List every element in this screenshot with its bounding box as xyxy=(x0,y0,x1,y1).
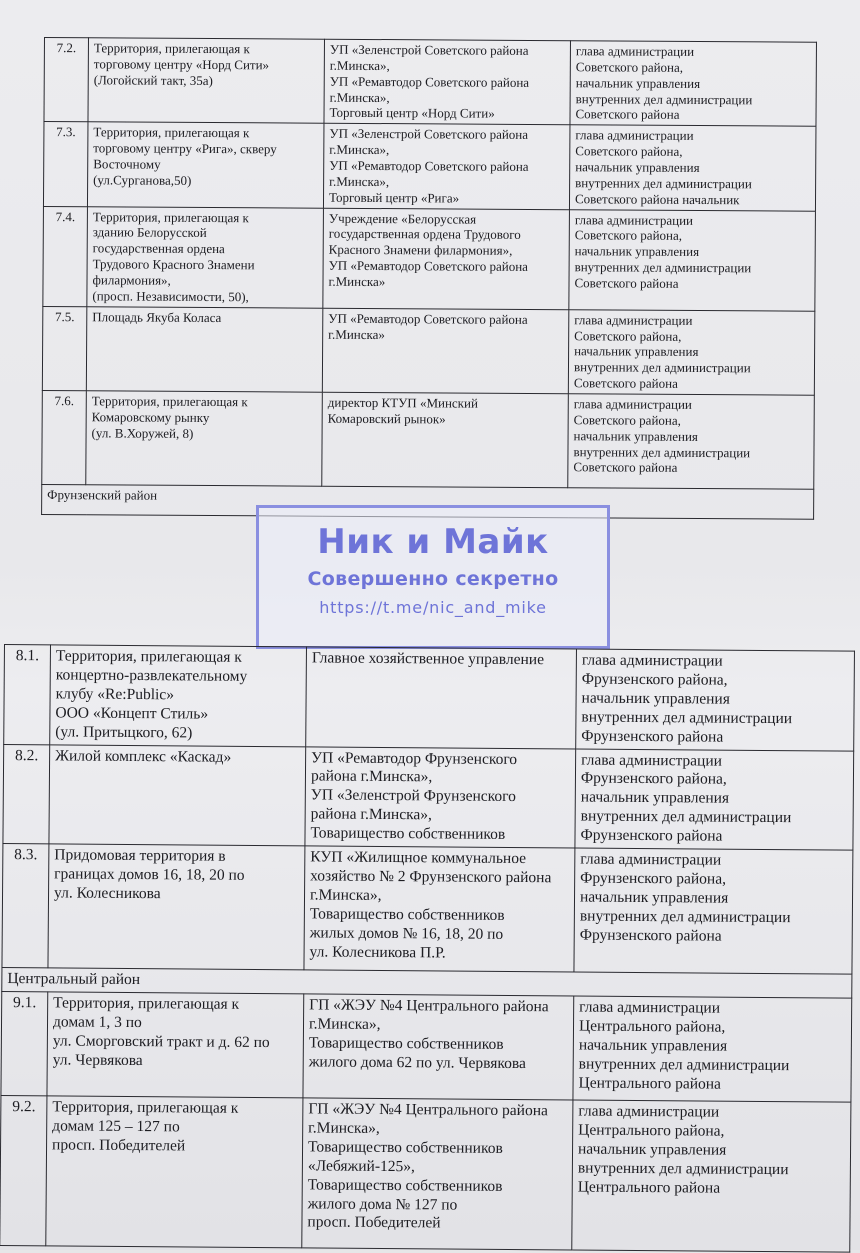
control-cell-line: глава администрации xyxy=(574,211,694,228)
territory-cell-line: клубу «Re:Public» xyxy=(55,685,175,704)
territory-cell xyxy=(48,844,305,970)
control-cell-line: глава администрации xyxy=(575,127,694,144)
territory-cell-line: ул. Червякова xyxy=(52,1051,143,1069)
control-cell-line: Советского района, xyxy=(575,59,684,75)
row-number xyxy=(44,38,89,123)
territory-cell-line: ул. Колесникова xyxy=(53,884,161,903)
control-cell-line: Советского района, xyxy=(575,143,683,160)
row-number-line: 8.3. xyxy=(14,846,38,864)
responsible-cell-line: г.Минска», xyxy=(308,1119,380,1137)
responsible-cell-line: УП «Ремавтодор Советского района xyxy=(328,257,529,275)
control-cell-line: глава администрации xyxy=(574,311,693,328)
territory-cell-line: ООО «Концепт Стиль» xyxy=(55,704,209,723)
territory-cell-line: Площадь Якуба Коласа xyxy=(92,309,222,325)
responsible-cell-line: Товарищество собственников xyxy=(307,1138,503,1157)
control-cell-line: начальник управления xyxy=(581,689,730,708)
territory-cell xyxy=(88,38,325,124)
control-cell-line: внутренних дел администрации xyxy=(581,708,793,727)
territory-cell-line: концертно-развлекательному xyxy=(55,666,248,685)
responsible-cell-line: директор КТУП «Минский xyxy=(327,394,479,411)
table-row xyxy=(44,38,817,127)
row-number-line: 7.6. xyxy=(54,393,75,409)
row-number xyxy=(0,1095,47,1245)
responsible-cell-line: Товарищество собственников xyxy=(310,824,506,844)
territory-cell xyxy=(87,206,324,308)
responsible-cell-line: ГП «ЖЭУ №4 Центрального района xyxy=(309,996,549,1016)
control-cell-line: Фрунзенского района xyxy=(581,727,724,746)
responsible-cell-line: УП «Ремавтодор Советского района xyxy=(328,310,528,327)
control-cell xyxy=(575,749,854,851)
territory-cell-line: просп. Победителей xyxy=(52,1136,186,1155)
control-cell-line: Советского района xyxy=(574,275,679,291)
responsible-cell-line: г.Минска» xyxy=(328,326,385,342)
control-cell-line: Советского района начальник xyxy=(574,190,740,207)
control-cell-line: внутренних дел администрации xyxy=(574,259,752,276)
control-cell xyxy=(572,1100,851,1252)
table-soviet-district xyxy=(41,37,817,520)
control-cell-line: начальник управления xyxy=(574,343,699,360)
responsible-cell xyxy=(324,39,571,125)
control-cell-line: начальник управления xyxy=(573,428,698,444)
responsible-cell-line: УП «Зеленстрой Фрунзенского xyxy=(310,786,516,806)
responsible-cell xyxy=(306,647,577,749)
responsible-cell-line: ул. Колесникова П.Р. xyxy=(309,943,446,962)
responsible-cell-line: государственная ордена Трудового xyxy=(328,226,521,243)
control-cell-line: глава администрации xyxy=(581,751,723,770)
responsible-cell-line: г.Минска», xyxy=(309,886,382,904)
control-cell-line: Центрального района, xyxy=(578,1017,726,1036)
control-cell-line: внутренних дел администрации xyxy=(573,359,751,376)
territory-cell-line: Придомовая территория в xyxy=(54,846,226,865)
watermark-stamp xyxy=(256,505,610,649)
responsible-cell xyxy=(304,846,575,972)
watermark-title: Ник и Майк xyxy=(317,522,549,562)
territory-cell-line: Территория, прилегающая к xyxy=(52,1098,239,1117)
territory-cell-line: домам 1, 3 по xyxy=(52,1013,142,1031)
control-cell-line: глава администрации xyxy=(573,396,692,413)
table-row xyxy=(3,744,854,850)
responsible-cell-line: УП «Зеленстрой Советского района xyxy=(329,41,529,58)
responsible-cell-line: Комаровский рынок» xyxy=(327,410,446,427)
territory-cell xyxy=(86,391,323,486)
control-cell-line: Центрального района xyxy=(578,1074,722,1093)
row-number-line: 8.2. xyxy=(14,746,39,764)
territory-cell-line: Территория, прилегающая к xyxy=(53,994,240,1013)
row-number-line: 9.1. xyxy=(12,994,37,1012)
watermark-url: https://t.me/nic_and_mike xyxy=(319,598,547,617)
responsible-cell-line: г.Минска», xyxy=(308,1015,381,1033)
control-cell-line: внутренних дел администрации xyxy=(578,1055,790,1074)
responsible-cell xyxy=(323,124,570,210)
control-cell-line: Советского района xyxy=(575,106,680,123)
row-number-line: 7.2. xyxy=(56,40,77,56)
row-number-line: 7.3. xyxy=(56,124,76,140)
responsible-cell-line: района г.Минска», xyxy=(310,767,433,786)
row-number-line: 8.1. xyxy=(15,647,40,665)
control-cell xyxy=(568,309,815,395)
table-row xyxy=(0,1095,851,1252)
watermark-subtitle: Совершенно секретно xyxy=(307,568,559,590)
territory-cell-line: Территория, прилегающая к xyxy=(55,647,242,666)
control-cell-line: Советского района, xyxy=(574,327,682,344)
territory-cell xyxy=(47,992,304,1098)
territory-cell xyxy=(86,307,323,393)
row-number xyxy=(43,122,88,207)
territory-cell-line: ул. Сморговский тракт и д. 62 по xyxy=(52,1032,270,1051)
control-cell xyxy=(573,996,852,1102)
control-cell-line: глава администрации xyxy=(578,1102,720,1121)
control-cell xyxy=(576,649,855,751)
control-cell-line: внутренних дел администрации xyxy=(579,907,791,926)
control-cell-line: начальник управления xyxy=(580,788,730,808)
control-cell-line: глава администрации xyxy=(575,43,695,59)
table-row xyxy=(43,206,816,311)
control-cell-line: начальник управления xyxy=(575,159,700,176)
row-number xyxy=(42,306,87,391)
control-cell-line: начальник управления xyxy=(577,1140,727,1159)
control-cell-line: Советского района, xyxy=(573,412,681,428)
control-cell-line: Фрунзенского района, xyxy=(581,670,728,689)
responsible-cell-line: УП «Ремавтодор Советского района xyxy=(329,73,530,90)
control-cell-line: начальник управления xyxy=(575,74,701,91)
responsible-cell-line: просп. Победителей xyxy=(307,1213,441,1232)
control-cell xyxy=(574,848,853,974)
district-label: Фрунзенский район xyxy=(42,485,814,520)
territory-cell-line: (просп. Независимости, 50), xyxy=(92,288,249,305)
responsible-cell-line: жилого дома № 127 по xyxy=(307,1194,458,1214)
territory-cell xyxy=(50,645,307,747)
responsible-cell-line: жилых домов № 16, 18, 20 по xyxy=(309,924,504,943)
control-cell-line: внутренних дел администрации xyxy=(575,90,753,107)
responsible-cell-line: района г.Минска», xyxy=(310,805,433,824)
control-cell xyxy=(569,125,816,211)
control-cell-line: начальник управления xyxy=(578,1036,728,1055)
responsible-cell-line: г.Минска» xyxy=(328,273,386,290)
responsible-cell-line: Торговый центр «Рига» xyxy=(328,189,460,206)
territory-cell-line: Территория, прилегающая к xyxy=(93,40,250,57)
row-number xyxy=(43,206,88,306)
responsible-cell-line: УП «Ремавтодор Советского района xyxy=(329,157,529,174)
district-label: Центральный район xyxy=(2,968,852,999)
responsible-cell-line: «Лебяжий-125», xyxy=(307,1157,415,1175)
territory-cell xyxy=(46,1096,303,1248)
responsible-cell-line: УП «Ремавтодор Фрунзенского xyxy=(311,748,518,768)
territory-cell-line: Восточному xyxy=(93,156,161,172)
territory-cell-line: Территория, прилегающая к xyxy=(93,124,250,141)
row-number xyxy=(1,991,48,1095)
territory-cell-line: Комаровскому рынку xyxy=(91,409,210,425)
table-row xyxy=(42,306,815,395)
territory-cell-line: торговому центру «Норд Сити» xyxy=(93,56,270,73)
table-row xyxy=(43,122,816,211)
control-cell-line: внутренних дел администрации xyxy=(575,175,752,192)
control-cell-line: начальник управления xyxy=(579,888,729,907)
table-row xyxy=(4,645,855,751)
territory-cell-line: (ул. В.Хоружей, 8) xyxy=(91,425,194,441)
territory-cell-line: филармония», xyxy=(92,272,171,288)
control-cell-line: Центрального района xyxy=(577,1178,721,1197)
territory-cell-line: (Логойский такт, 35а) xyxy=(93,72,213,88)
control-cell-line: Советского района xyxy=(573,375,678,392)
responsible-cell xyxy=(303,994,574,1100)
row-number xyxy=(4,645,51,745)
responsible-cell xyxy=(322,392,569,488)
responsible-cell-line: Товарищество собственников xyxy=(309,905,505,924)
row-number-line: 9.2. xyxy=(12,1098,36,1116)
row-number xyxy=(3,744,50,844)
territory-cell-line: (ул.Сурганова,50) xyxy=(93,172,192,188)
territory-cell-line: домам 125 – 127 по xyxy=(52,1117,180,1136)
territory-cell-line: Жилой комплекс «Каскад» xyxy=(55,746,232,766)
responsible-cell xyxy=(323,208,570,310)
control-cell-line: Фрунзенского района, xyxy=(580,869,727,888)
responsible-cell-line: УП «Зеленстрой Советского района xyxy=(329,126,529,143)
responsible-cell-line: Товарищество собственников xyxy=(307,1175,503,1195)
row-number-line: 7.4. xyxy=(55,208,76,224)
control-cell xyxy=(569,209,816,311)
responsible-cell-line: г.Минска», xyxy=(329,173,390,189)
control-cell-line: Фрунзенского района xyxy=(579,926,722,945)
table-row xyxy=(1,991,852,1102)
territory-cell-line: торговому центру «Рига», скверу xyxy=(93,140,277,157)
territory-cell xyxy=(49,744,306,846)
responsible-cell-line: Главное хозяйственное управление xyxy=(311,649,545,669)
control-cell-line: внутренних дел администрации xyxy=(573,443,751,460)
responsible-cell-line: г.Минска», xyxy=(329,141,390,158)
control-cell-line: глава администрации xyxy=(581,651,723,670)
territory-cell-line: (ул. Притыцкого, 62) xyxy=(55,723,193,742)
row-number-line: 7.5. xyxy=(54,308,75,324)
table-frunzensky-central-district xyxy=(0,644,855,1253)
responsible-cell xyxy=(302,1098,573,1250)
territory-cell-line: государственная ордена xyxy=(92,240,225,257)
row-number xyxy=(42,391,87,485)
row-number xyxy=(2,844,49,968)
control-cell xyxy=(570,41,817,127)
territory-cell-line: Территория, прилегающая к xyxy=(91,393,248,410)
territory-cell-line: Территория, прилегающая к xyxy=(92,208,249,225)
control-cell-line: внутренних дел администрации xyxy=(577,1159,789,1178)
control-cell xyxy=(568,394,815,490)
table-row xyxy=(42,391,815,490)
responsible-cell-line: Красного Знамени филармония», xyxy=(328,242,513,259)
responsible-cell-line: Торговый центр «Норд Сити» xyxy=(329,105,495,122)
responsible-cell xyxy=(305,746,576,848)
control-cell-line: глава администрации xyxy=(580,850,722,869)
responsible-cell-line: КУП «Жилищное коммунальное xyxy=(310,848,527,868)
territory-cell-line: Трудового Красного Знамени xyxy=(92,256,255,273)
control-cell-line: внутренних дел администрации xyxy=(580,807,792,827)
responsible-cell-line: Товарищество собственников xyxy=(308,1034,504,1053)
responsible-cell-line: жилого дома 62 по ул. Червякова xyxy=(308,1053,526,1072)
control-cell-line: глава администрации xyxy=(579,998,721,1017)
control-cell-line: Фрунзенского района xyxy=(580,826,723,845)
territory-cell-line: границах домов 16, 18, 20 по xyxy=(54,865,245,884)
control-cell-line: Советского района xyxy=(573,459,678,476)
table-row xyxy=(2,844,853,975)
territory-cell-line: зданию Белорусской xyxy=(92,224,207,241)
territory-cell xyxy=(87,122,324,208)
control-cell-line: начальник управления xyxy=(574,243,700,260)
control-cell-line: Советского района, xyxy=(574,227,683,244)
responsible-cell-line: г.Минска», xyxy=(329,57,390,73)
control-cell-line: Центрального района, xyxy=(578,1121,725,1140)
control-cell-line: Фрунзенского района, xyxy=(580,769,727,789)
responsible-cell-line: хозяйство № 2 Фрунзенского района xyxy=(310,867,552,887)
responsible-cell-line: ГП «ЖЭУ №4 Центрального района xyxy=(308,1100,548,1120)
responsible-cell xyxy=(322,308,569,394)
responsible-cell-line: Учреждение «Белорусская xyxy=(328,210,477,227)
responsible-cell-line: г.Минска», xyxy=(329,89,390,105)
